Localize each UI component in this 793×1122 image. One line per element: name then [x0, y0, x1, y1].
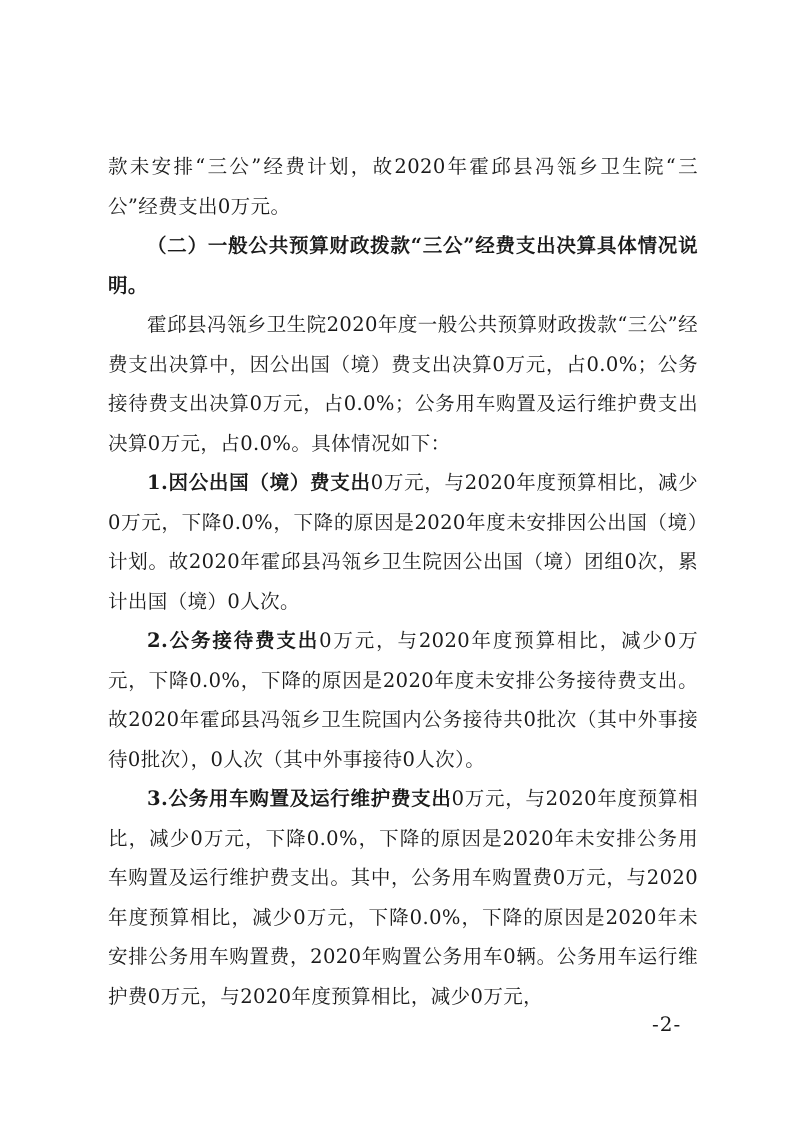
paragraph-official-reception: [108, 621, 698, 779]
item-lead-heading: 2.公务接待费支出: [147, 629, 320, 652]
page-number: -2-: [652, 1012, 682, 1036]
item-lead-heading: 1.因公出国（境）费支出: [147, 471, 371, 494]
heading-text: （二）一般公共预算财政拨款“三公”经费支出决算具体情况说明。: [108, 234, 698, 297]
page-body: [108, 147, 698, 1016]
paragraph-text: 霍邱县冯瓴乡卫生院2020年度一般公共预算财政拨款“三公”经费支出决算中，因公出国（境）费支出决算0万元，占0.0%；公务接待费支出决算0万元，占0.0%；公务用车购置及运行维护费支出决算0万元，占0.0%。具体情况如下：: [108, 313, 698, 455]
paragraph-text: 0万元，与2020年度预算相比，减少0万元，下降0.0%，下降的原因是2020年度未安排公务接待费支出。故2020年霍邱县冯瓴乡卫生院国内公务接待共0批次（其中外事接待0批次），0人次（其中外事接待0人次）。: [108, 629, 698, 771]
section-heading: [108, 226, 698, 305]
paragraph-travel-abroad: [108, 463, 698, 621]
paragraph-text: 0万元，与2020年度预算相比，减少0万元，下降0.0%，下降的原因是2020年度未安排因公出国（境）计划。故2020年霍邱县冯瓴乡卫生院因公出国（境）团组0次，累计出国（境）0人次。: [108, 471, 698, 613]
item-lead-heading: 3.公务用车购置及运行维护费支出: [147, 787, 452, 810]
paragraph-summary: [108, 305, 698, 463]
paragraph-official-vehicles: [108, 779, 698, 1016]
paragraph-text: 款未安排“三公”经费计划，故2020年霍邱县冯瓴乡卫生院“三公”经费支出0万元。: [108, 155, 698, 218]
paragraph-continuation: [108, 147, 698, 226]
paragraph-text: 0万元，与2020年度预算相比，减少0万元，下降0.0%，下降的原因是2020年未安排公务用车购置及运行维护费支出。其中，公务用车购置费0万元，与2020年度预算相比，减少0万元，下降0.0%，下降的原因是2020年未安排公务用车购置费，2020年购置公务用车0辆。公务用车运行维护费0万元，与2020年度预算相比，减少0万元，: [108, 787, 698, 1008]
